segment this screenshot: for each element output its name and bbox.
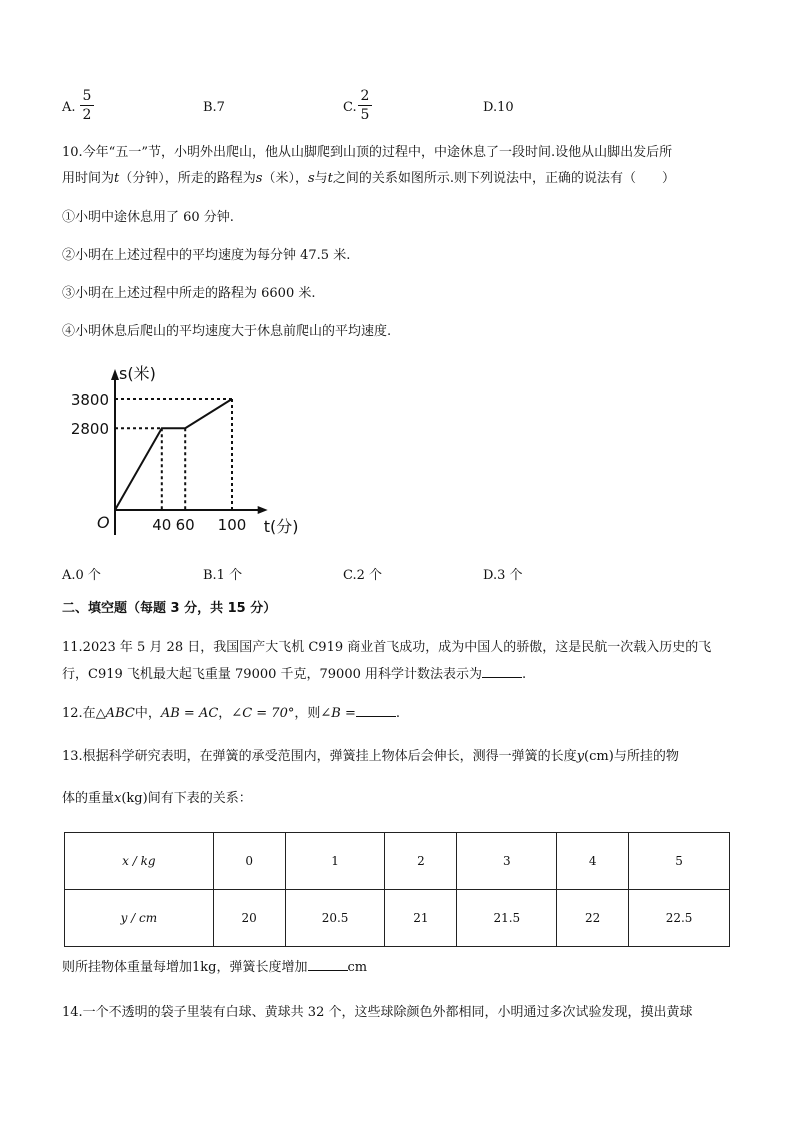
table-row-x xyxy=(65,833,730,890)
q10-option-b: B.1 个 xyxy=(203,568,243,583)
y-value-cell: 21 xyxy=(385,890,457,947)
origin-label: O xyxy=(97,513,110,532)
q10-line-2: 用时间为t（分钟），所走的路程为s（米），s与t之间的关系如图所示.则下列说法中，正确的说法有（ ） xyxy=(62,171,676,186)
q10-statement-3: ③小明在上述过程中所走的路程为 6600 米. xyxy=(62,286,316,301)
y-tick-label: 3800 xyxy=(70,391,109,409)
q9-option-d: D.10 xyxy=(483,100,514,115)
x-axis-label: t(分) xyxy=(263,517,299,536)
table-row-y xyxy=(65,890,730,947)
q13-answer-line: 则所挂物体重量每增加1kg，弹簧长度增加 cm xyxy=(62,960,368,975)
q14-line-1: 14.一个不透明的袋子里装有白球、黄球共 32 个，这些球除颜色外都相同，小明通过多次试验发现，摸出黄球 xyxy=(62,1005,693,1020)
x-header-cell: x / kg xyxy=(65,833,214,890)
q12-line: 12.在△ABC中，AB = AC，∠C = 70°，则∠B = . xyxy=(62,706,400,721)
q13-line-1: 13.根据科学研究表明，在弹簧的承受范围内，弹簧挂上物体后会伸长，测得一弹簧的长度y(cm)与所挂的物 xyxy=(62,749,679,764)
section-2-title: 二、填空题（每题 3 分，共 15 分） xyxy=(62,601,277,616)
y-axis-label: s(米) xyxy=(119,364,156,383)
q9-option-a: A. xyxy=(62,100,76,115)
y-value-cell: 20.5 xyxy=(285,890,385,947)
x-value-cell: 0 xyxy=(213,833,285,890)
q10-statement-4: ④小明休息后爬山的平均速度大于休息前爬山的平均速度. xyxy=(62,324,392,339)
q10-line-1: 10.今年“五一”节，小明外出爬山，他从山脚爬到山顶的过程中，中途休息了一段时间.设他从山脚出发后所 xyxy=(62,145,673,160)
x-tick-label: 40 xyxy=(152,516,172,534)
q9-option-a-fraction: 5 2 xyxy=(80,88,94,123)
x-value-cell: 3 xyxy=(457,833,557,890)
q10-option-a: A.0 个 xyxy=(62,568,101,583)
q13-answer-blank[interactable] xyxy=(308,958,348,971)
q10-option-c: C.2 个 xyxy=(343,568,383,583)
q11-line-2: 行，C919 飞机最大起飞重量 79000 千克，79000 用科学计数法表示为 . xyxy=(62,667,527,682)
x-value-cell: 1 xyxy=(285,833,385,890)
q11-line-1: 11.2023 年 5 月 28 日，我国国产大飞机 C919 商业首飞成功，成为中国人的骄傲，这是民航一次载入历史的飞 xyxy=(62,640,712,655)
x-tick-label: 100 xyxy=(217,516,247,534)
y-header-cell: y / cm xyxy=(65,890,214,947)
x-value-cell: 4 xyxy=(557,833,629,890)
y-tick-label: 2800 xyxy=(70,420,109,439)
distance-time-chart xyxy=(60,355,320,545)
x-tick-label: 60 xyxy=(175,516,195,534)
q10-option-d: D.3 个 xyxy=(483,568,523,583)
spring-data-table xyxy=(64,832,730,947)
q10-statement-2: ②小明在上述过程中的平均速度为每分钟 47.5 米. xyxy=(62,248,351,263)
q13-line-2: 体的重量x(kg)间有下表的关系： xyxy=(62,791,252,806)
q12-answer-blank[interactable] xyxy=(356,704,396,717)
y-value-cell: 22.5 xyxy=(629,890,730,947)
q10-statement-1: ①小明中途休息用了 60 分钟. xyxy=(62,210,234,225)
q11-answer-blank[interactable] xyxy=(482,665,522,678)
q9-option-c-fraction: 2 5 xyxy=(358,88,372,123)
q9-option-b: B.7 xyxy=(203,100,225,115)
y-axis-arrow xyxy=(111,369,119,380)
x-axis-arrow xyxy=(258,506,268,514)
y-value-cell: 21.5 xyxy=(457,890,557,947)
y-value-cell: 22 xyxy=(557,890,629,947)
series-line xyxy=(115,399,232,510)
x-value-cell: 2 xyxy=(385,833,457,890)
q9-option-c: C. xyxy=(343,100,357,115)
y-value-cell: 20 xyxy=(213,890,285,947)
x-value-cell: 5 xyxy=(629,833,730,890)
